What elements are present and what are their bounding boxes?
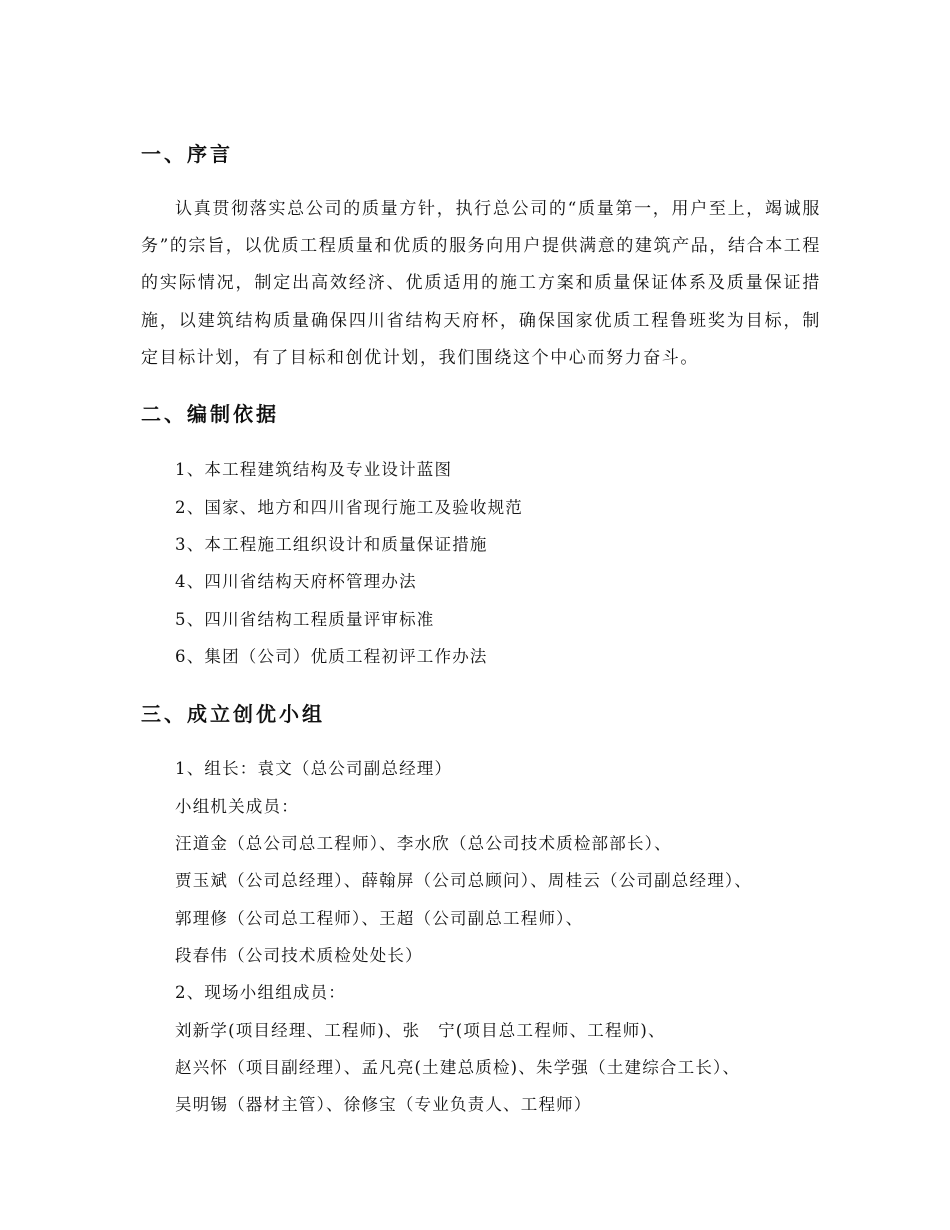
team-line: 1、组长：袁文（总公司副总经理） (175, 759, 453, 778)
basis-item: 1、本工程建筑结构及专业设计蓝图 (175, 460, 453, 479)
team-line: 赵兴怀（项目副经理）、孟凡亮(土建总质检)、朱学强（土建综合工长）、 (175, 1058, 741, 1077)
team-line: 贾玉斌（公司总经理）、薛翰屏（公司总顾问）、周桂云（公司副总经理）、 (175, 871, 753, 890)
team-line: 郭理修（公司总工程师）、王超（公司副总工程师）、 (175, 909, 584, 928)
section-heading-preface: 一、序言 (141, 142, 233, 166)
section-heading-basis: 二、编制依据 (141, 402, 279, 426)
team-line: 小组机关成员： (175, 797, 299, 816)
team-line: 吴明锡（器材主管）、徐修宝（专业负责人、工程师） (175, 1095, 592, 1114)
team-line: 段春伟（公司技术质检处处长） (175, 946, 423, 965)
basis-item: 6、集团（公司）优质工程初评工作办法 (175, 647, 488, 666)
section-heading-team: 三、成立创优小组 (141, 702, 325, 726)
preface-paragraph: 认真贯彻落实总公司的质量方针，执行总公司的“质量第一，用户至上，竭诚服务”的宗旨，以优质工程质量和优质的服务向用户提供满意的建筑产品，结合本工程的实际情况，制定出高效经济、优质适用的施工方案和质量保证体系及质量保证措施，以建筑结构质量确保四川省结构天府杯，确保国家优质工程鲁班奖为目标，制定目标计划，有了目标和创优计划，我们围绕这个中心而努力奋斗。 (141, 199, 821, 368)
team-line: 2、现场小组组成员： (175, 983, 346, 1002)
team-line: 刘新学(项目经理、工程师)、张 宁(项目总工程师、工程师)、 (175, 1021, 666, 1040)
basis-item: 2、国家、地方和四川省现行施工及验收规范 (175, 498, 523, 517)
team-line: 汪道金（总公司总工程师）、李水欣（总公司技术质检部部长）、 (175, 834, 672, 853)
basis-item: 3、本工程施工组织设计和质量保证措施 (175, 535, 488, 554)
basis-item: 4、四川省结构天府杯管理办法 (175, 572, 417, 591)
basis-item: 5、四川省结构工程质量评审标准 (175, 610, 435, 629)
